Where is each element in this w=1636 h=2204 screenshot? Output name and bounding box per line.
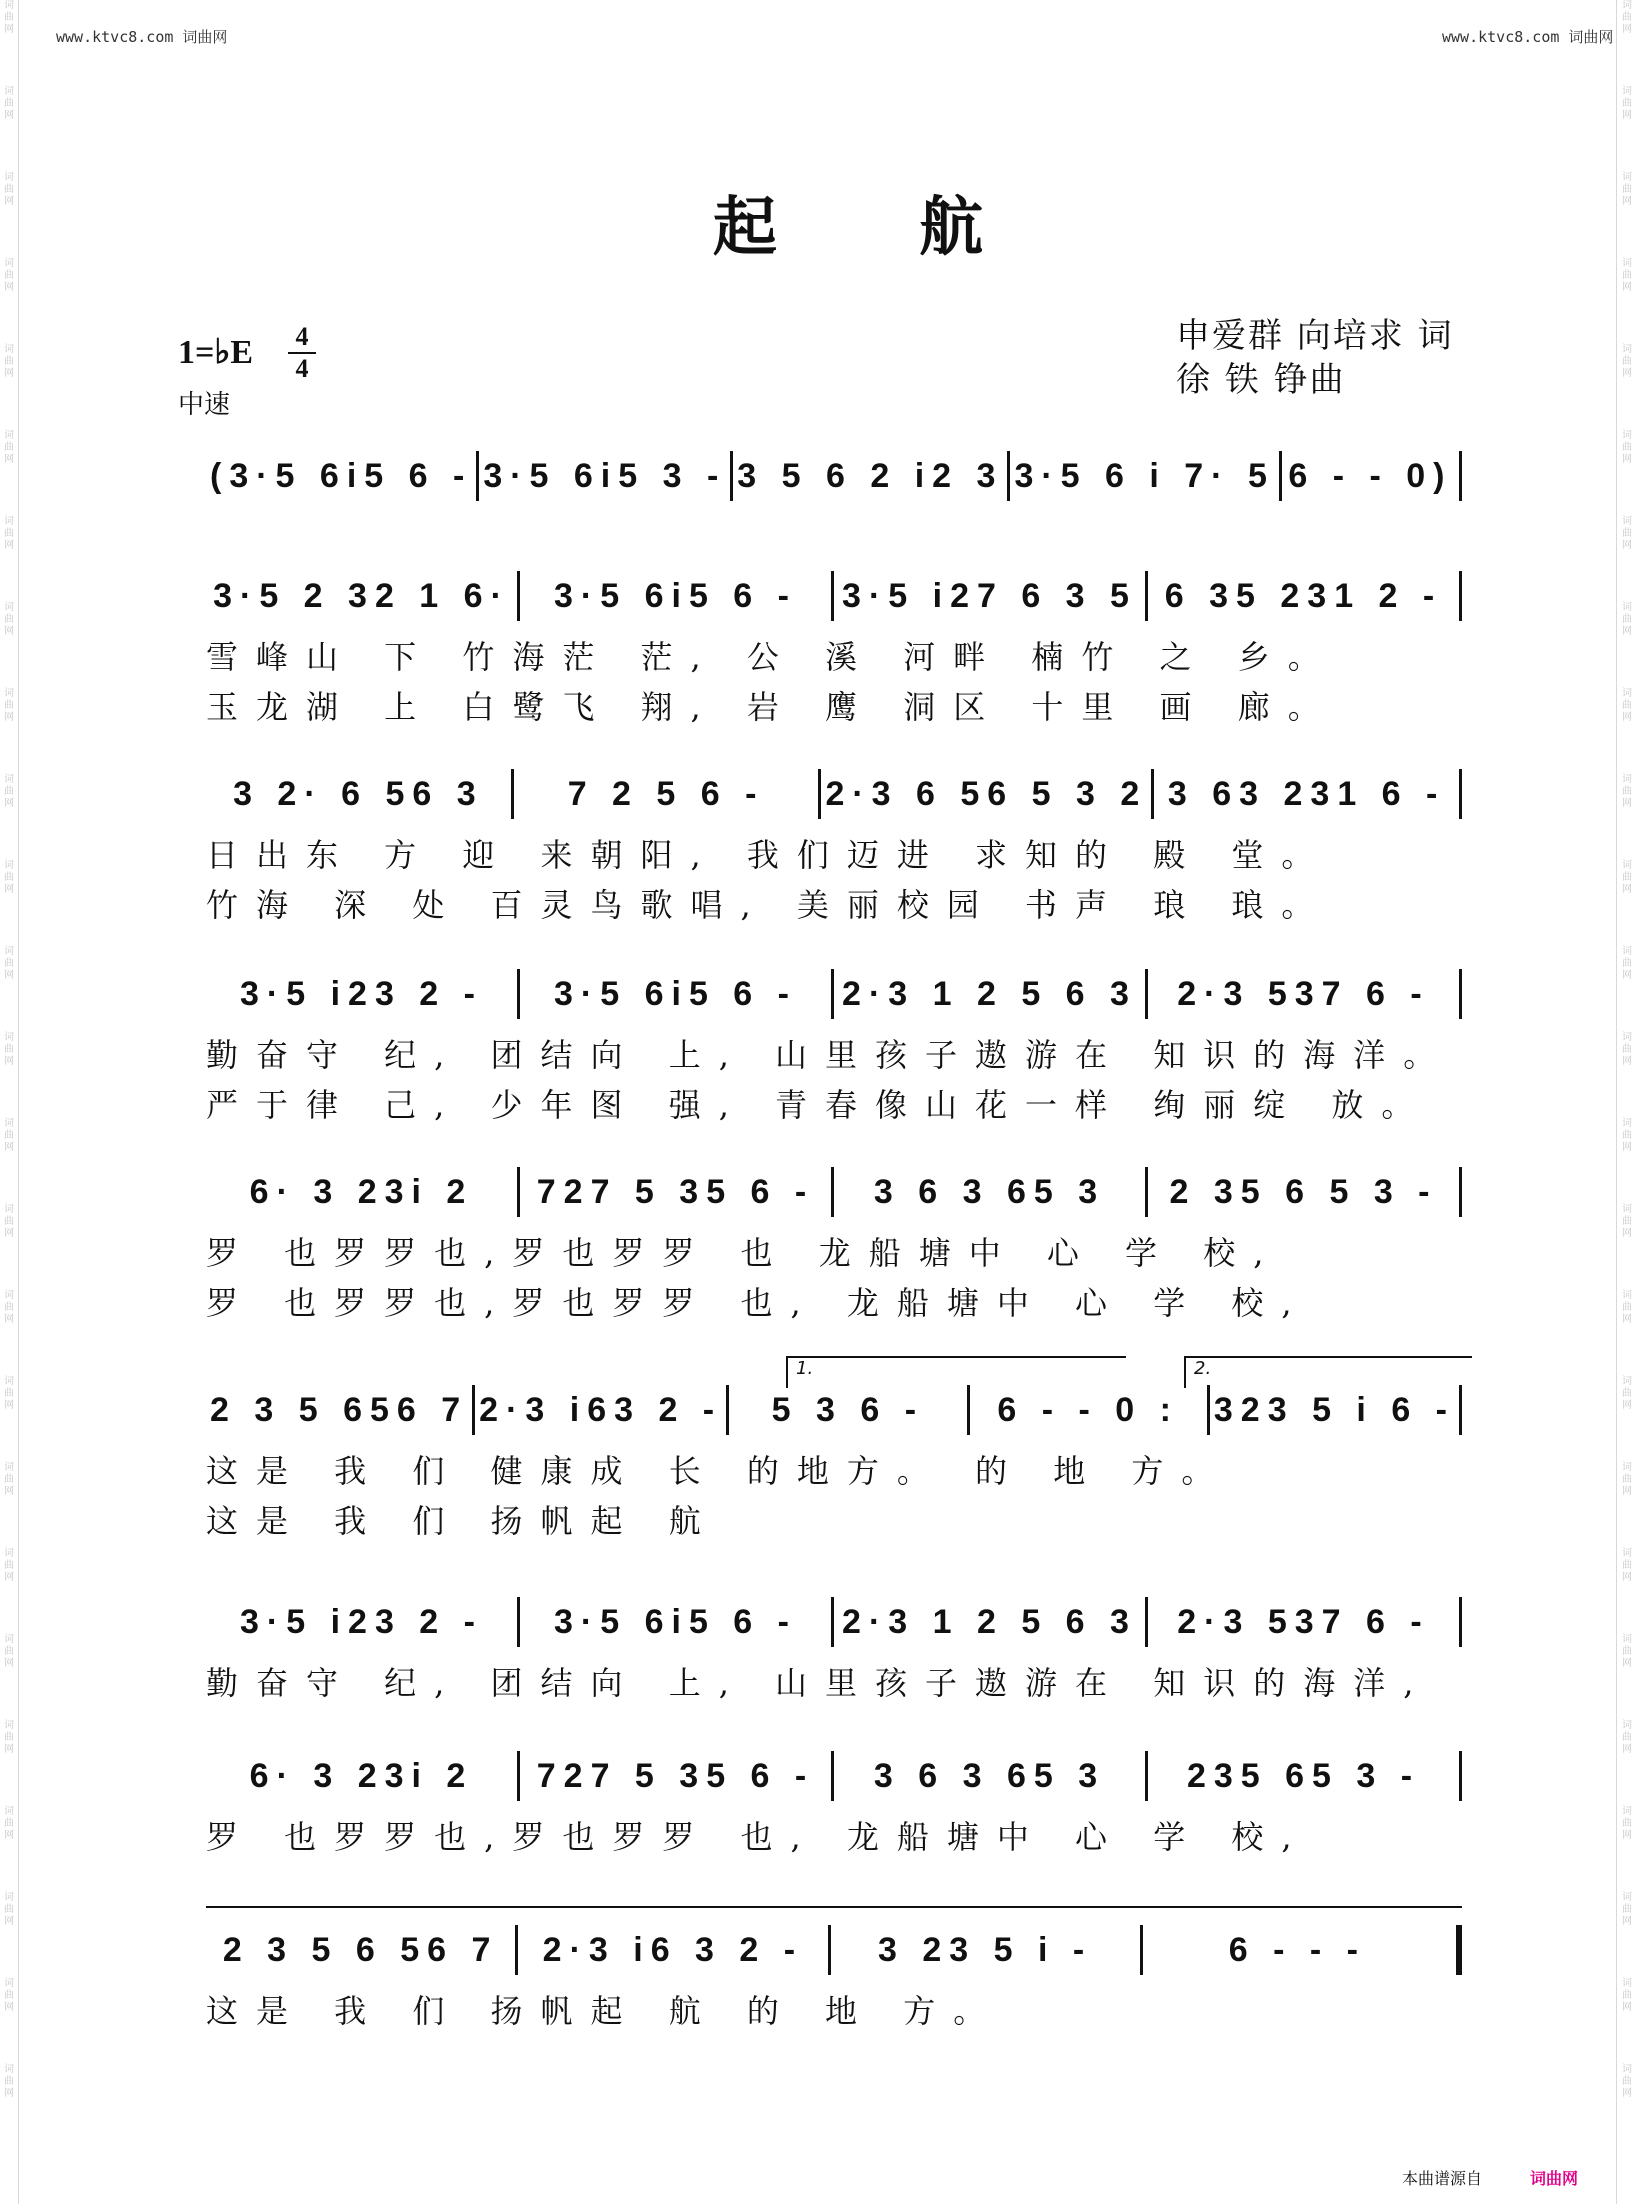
barline <box>1459 1751 1462 1801</box>
right-border <box>1616 0 1617 2204</box>
measure: 3·5 6 i 7· 5 <box>1014 456 1275 495</box>
lyricist-credit: 申爱群 向培求 词 <box>1176 316 1454 356</box>
watermark-text: 词 曲 网 <box>1622 1634 1632 1669</box>
watermark-text: 词 曲 网 <box>1622 1290 1632 1325</box>
measure: 6· 3 23i 2 <box>249 1172 474 1211</box>
watermark-text: 词 曲 网 <box>4 602 14 637</box>
measure: 6 - - 0) <box>1288 456 1453 495</box>
watermark-text: 词 曲 网 <box>4 516 14 551</box>
measure: 727 5 35 6 - <box>536 1172 815 1211</box>
notes-row <box>206 970 1462 1018</box>
watermark-text: 词 曲 网 <box>1622 172 1632 207</box>
watermark-text: 词 曲 网 <box>1622 860 1632 895</box>
watermark-text: 词 曲 网 <box>1622 1806 1632 1841</box>
watermark-text: 词 曲 网 <box>1622 1462 1632 1497</box>
watermark-text: 词 曲 网 <box>4 1548 14 1583</box>
footer-brand[interactable]: 词曲网 <box>1530 2169 1579 2188</box>
measure: 3 5 6 2 i2 3 <box>737 456 1004 495</box>
lyric-line: 罗 也罗罗也,罗也罗罗 也 龙船塘中 心 学 校, <box>206 1234 1282 1272</box>
composer-credit: 徐 铁 铮曲 <box>1176 360 1346 400</box>
measure: 727 5 35 6 - <box>536 1756 815 1795</box>
key-signature: 1=♭E <box>178 334 254 371</box>
measure: 6· 3 23i 2 <box>249 1756 474 1795</box>
measure: 3·5 6i5 3 - <box>483 456 727 495</box>
measure: 2 3 5 6 56 7 <box>222 1930 499 1969</box>
lyric-line: 罗 也罗罗也,罗也罗罗 也, 龙船塘中 心 学 校, <box>206 1818 1310 1856</box>
measure: 3 6 3 65 3 <box>873 1756 1106 1795</box>
left-border <box>18 0 19 2204</box>
watermark-text: 词 曲 网 <box>1622 258 1632 293</box>
measure: 3·5 2 32 1 6· <box>213 576 510 615</box>
watermark-text: 词 曲 网 <box>1622 1892 1632 1927</box>
measure: 3·5 6i5 6 - <box>554 974 797 1013</box>
watermark-text: 词 曲 网 <box>1622 0 1632 35</box>
watermark-text: 词 曲 网 <box>1622 1204 1632 1239</box>
time-signature <box>288 324 316 382</box>
watermark-text: 词 曲 网 <box>1622 1376 1632 1411</box>
watermark-text: 词 曲 网 <box>4 1204 14 1239</box>
measure: 3·5 i23 2 - <box>240 974 483 1013</box>
measure: 3 23 5 i - <box>878 1930 1093 1969</box>
tempo-marking: 中速 <box>178 390 231 420</box>
measure: 323 5 i 6 - <box>1213 1390 1455 1429</box>
notes-row <box>206 1598 1462 1646</box>
measure: 3·5 6i5 6 - <box>554 576 797 615</box>
watermark-text: 词 曲 网 <box>4 1118 14 1153</box>
barline <box>1459 571 1462 621</box>
notes-row <box>206 1168 1462 1216</box>
barline <box>1459 769 1462 819</box>
watermark-text: 词 曲 网 <box>4 172 14 207</box>
measure: 6 35 231 2 - <box>1164 576 1443 615</box>
measure: 3·5 6i5 6 - <box>554 1602 797 1641</box>
watermark-text: 词 曲 网 <box>1622 1548 1632 1583</box>
watermark-text: 词 曲 网 <box>4 774 14 809</box>
lyric-line: 玉龙湖 上 白鹭飞 翔, 岩 鹰 洞区 十里 画 廊。 <box>206 688 1338 726</box>
watermark-text: 词 曲 网 <box>1622 344 1632 379</box>
time-signature-top: 4 <box>295 322 309 351</box>
notes-row <box>206 1926 1462 1974</box>
measure: 3·5 i23 2 - <box>240 1602 483 1641</box>
time-signature-bottom: 4 <box>295 354 309 383</box>
lyric-line: 竹海 深 处 百灵鸟歌唱, 美丽校园 书声 琅 琅。 <box>206 886 1332 924</box>
barline <box>1459 1167 1462 1217</box>
barline <box>1459 1385 1462 1435</box>
footer-source: 本曲谱源自 <box>1402 2169 1483 2188</box>
lyric-line: 这是 我 们 扬帆起 航 的 地 方。 <box>206 1992 1004 2030</box>
measure: 2·3 1 2 5 6 3 <box>842 974 1137 1013</box>
measure: 2·3 6 56 5 3 2 <box>825 774 1148 813</box>
measure: (3·5 6i5 6 - <box>210 456 473 495</box>
right-watermark-strip <box>1618 0 1636 2204</box>
watermark-text: 词 曲 网 <box>1622 1032 1632 1067</box>
measure: 6 - - 0 : <box>997 1390 1179 1429</box>
watermark-text: 词 曲 网 <box>1622 2064 1632 2099</box>
watermark-text: 词 曲 网 <box>4 1634 14 1669</box>
notes-row <box>206 1386 1462 1434</box>
measure: 2·3 537 6 - <box>1177 974 1430 1013</box>
measure: 235 65 3 - <box>1186 1756 1421 1795</box>
barline <box>1459 969 1462 1019</box>
barline <box>1456 1925 1462 1975</box>
measure: 2·3 1 2 5 6 3 <box>842 1602 1137 1641</box>
watermark-text: 词 曲 网 <box>1622 516 1632 551</box>
lyric-line: 严于律 己, 少年图 强, 青春像山花一样 绚丽绽 放。 <box>206 1086 1432 1124</box>
watermark-text: 词 曲 网 <box>4 344 14 379</box>
watermark-text: 词 曲 网 <box>4 1806 14 1841</box>
watermark-text: 词 曲 网 <box>1622 602 1632 637</box>
watermark-text: 词 曲 网 <box>4 860 14 895</box>
lyric-line: 勤奋守 纪, 团结向 上, 山里孩子遨游在 知识的海洋。 <box>206 1036 1454 1074</box>
watermark-text: 词 曲 网 <box>1622 1118 1632 1153</box>
system-separator <box>206 1906 1462 1908</box>
watermark-text: 词 曲 网 <box>1622 86 1632 121</box>
measure: 2·3 i63 2 - <box>479 1390 723 1429</box>
watermark-text: 词 曲 网 <box>4 946 14 981</box>
measure: 2·3 i6 3 2 - <box>542 1930 804 1969</box>
song-title: 起 航 <box>712 190 1044 265</box>
measure: 3 2· 6 56 3 <box>233 774 484 813</box>
lyric-line: 雪峰山 下 竹海茫 茫, 公 溪 河畔 楠竹 之 乡。 <box>206 638 1338 676</box>
watermark-text: 词 曲 网 <box>1622 1720 1632 1755</box>
barline <box>1459 451 1462 501</box>
watermark-text: 词 曲 网 <box>4 1720 14 1755</box>
header-url-left[interactable]: www.ktvc8.com 词曲网 <box>56 28 228 46</box>
volta-bracket: 1. <box>786 1356 1126 1388</box>
notes-row <box>206 1752 1462 1800</box>
notes-row <box>206 452 1462 500</box>
watermark-text: 词 曲 网 <box>4 1290 14 1325</box>
measure: 7 2 5 6 - <box>567 774 765 813</box>
watermark-text: 词 曲 网 <box>4 1032 14 1067</box>
watermark-text: 词 曲 网 <box>4 1462 14 1497</box>
lyric-line: 罗 也罗罗也,罗也罗罗 也, 龙船塘中 心 学 校, <box>206 1284 1310 1322</box>
measure: 3 6 3 65 3 <box>873 1172 1106 1211</box>
watermark-text: 词 曲 网 <box>1622 774 1632 809</box>
measure: 3 63 231 6 - <box>1167 774 1446 813</box>
lyric-line: 这是 我 们 扬帆起 航 <box>206 1502 719 1540</box>
measure: 5 3 6 - <box>771 1390 925 1429</box>
measure: 2·3 537 6 - <box>1177 1602 1430 1641</box>
measure: 2 3 5 656 7 <box>210 1390 469 1429</box>
watermark-text: 词 曲 网 <box>1622 1978 1632 2013</box>
watermark-text: 词 曲 网 <box>4 1892 14 1927</box>
watermark-text: 词 曲 网 <box>4 430 14 465</box>
notes-row <box>206 770 1462 818</box>
measure: 2 35 6 5 3 - <box>1169 1172 1438 1211</box>
lyric-line: 日出东 方 迎 来朝阳, 我们迈进 求知的 殿 堂。 <box>206 836 1332 874</box>
notes-row <box>206 572 1462 620</box>
lyric-line: 勤奋守 纪, 团结向 上, 山里孩子遨游在 知识的海洋, <box>206 1664 1432 1702</box>
volta-bracket: 2. <box>1184 1356 1472 1388</box>
header-url-right[interactable]: www.ktvc8.com 词曲网 <box>1442 28 1614 46</box>
watermark-text: 词 曲 网 <box>4 1978 14 2013</box>
measure: 3·5 i27 6 3 5 <box>842 576 1137 615</box>
watermark-text: 词 曲 网 <box>4 2064 14 2099</box>
measure: 6 - - - <box>1228 1930 1366 1969</box>
left-watermark-strip <box>0 0 18 2204</box>
watermark-text: 词 曲 网 <box>1622 430 1632 465</box>
lyric-line: 这是 我 们 健康成 长 的地方。 的 地 方。 <box>206 1452 1232 1490</box>
barline <box>1459 1597 1462 1647</box>
watermark-text: 词 曲 网 <box>1622 946 1632 981</box>
watermark-text: 词 曲 网 <box>1622 688 1632 723</box>
watermark-text: 词 曲 网 <box>4 688 14 723</box>
watermark-text: 词 曲 网 <box>4 86 14 121</box>
watermark-text: 词 曲 网 <box>4 1376 14 1411</box>
watermark-text: 词 曲 网 <box>4 258 14 293</box>
watermark-text: 词 曲 网 <box>4 0 14 35</box>
